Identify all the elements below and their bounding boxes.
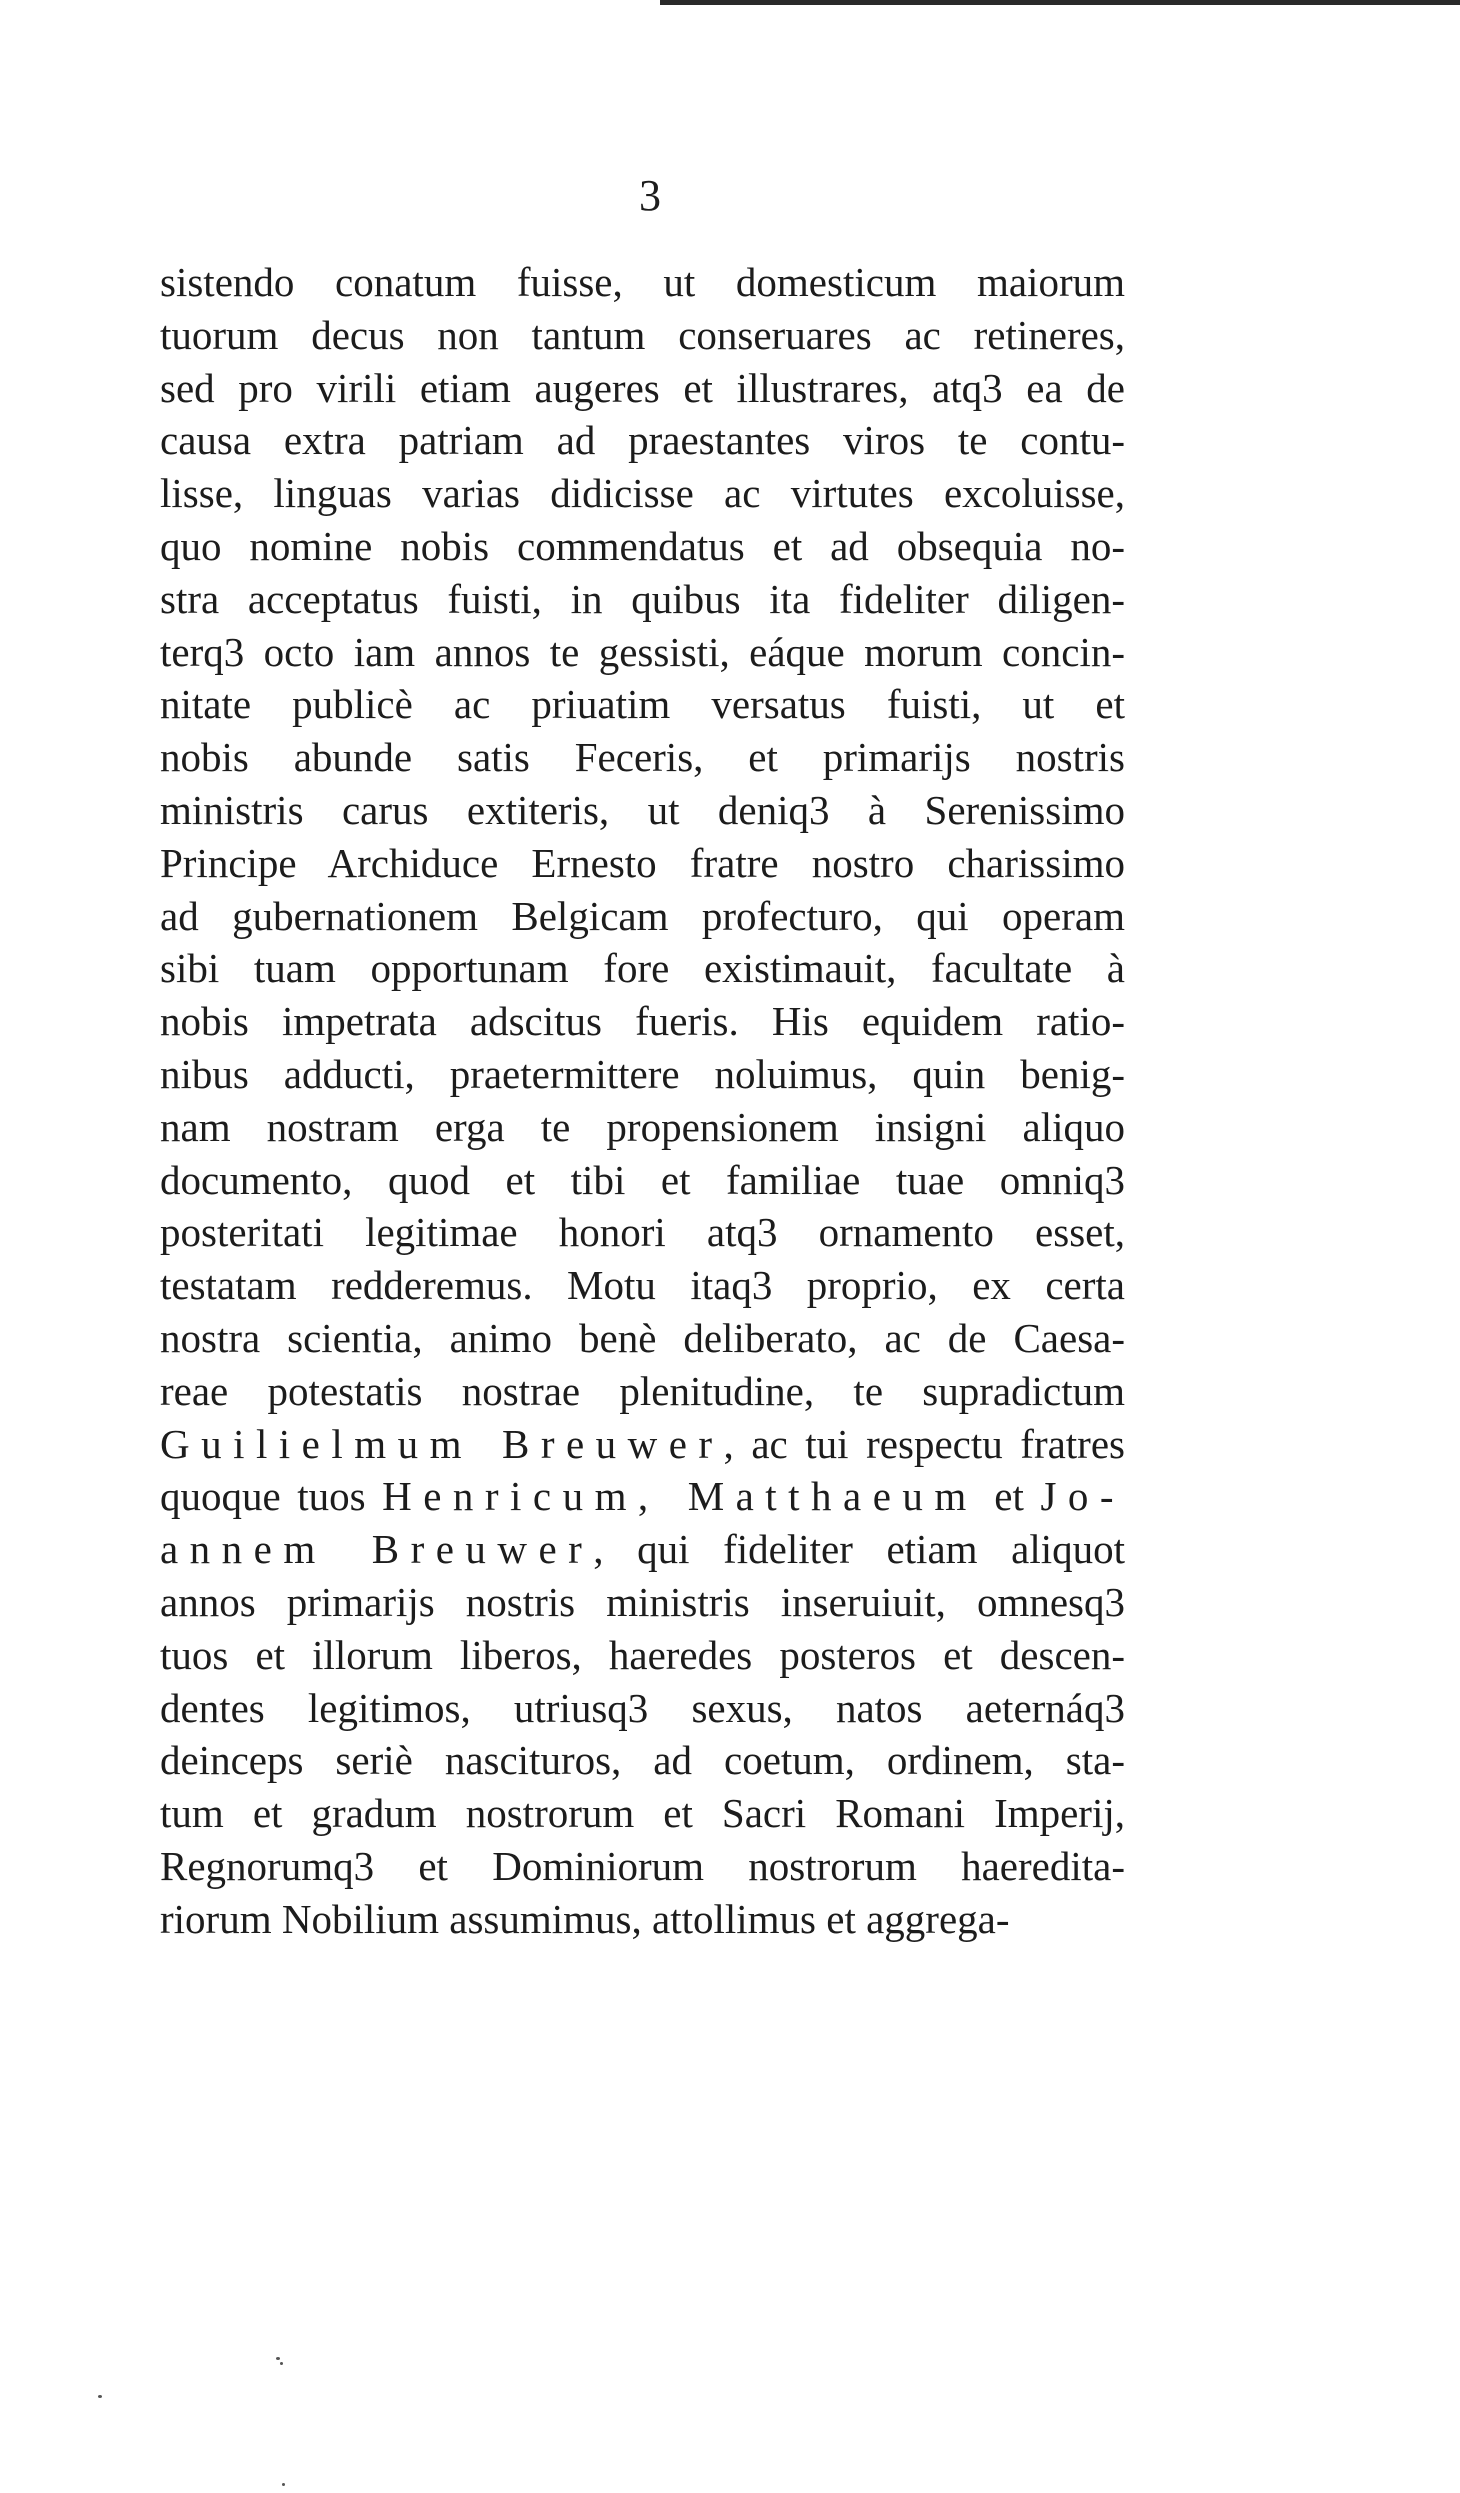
text-line <box>160 890 1125 943</box>
text-line <box>160 1840 1125 1893</box>
text-line <box>160 678 1125 731</box>
text-line <box>160 1259 1125 1312</box>
text-segment: , qui fideliter etiam aliquot <box>593 1526 1125 1573</box>
text-segment: Principe Archiduce Ernesto fratre nostro charissimo <box>160 839 1125 886</box>
text-line <box>160 784 1125 837</box>
text-line <box>160 1418 1125 1471</box>
text-segment: riorum Nobilium assumimus, attollimus et aggrega- <box>160 1895 1010 1942</box>
text-line <box>160 362 1125 415</box>
text-segment: nam nostram erga te propensionem insigni aliquo <box>160 1103 1125 1150</box>
spaced-name: Guilielmum Breuwer <box>160 1420 724 1467</box>
text-segment: reae potestatis nostrae plenitudine, te supradictum <box>160 1367 1125 1414</box>
text-line <box>160 626 1125 679</box>
text-line <box>160 573 1125 626</box>
scan-speck <box>276 2357 280 2360</box>
text-segment: sibi tuam opportunam fore existimauit, facultate à <box>160 945 1125 992</box>
page-number: 3 <box>639 171 661 220</box>
text-segment: et <box>977 1473 1041 1520</box>
text-segment: deinceps seriè nascituros, ad coetum, ordinem, sta- <box>160 1737 1125 1784</box>
text-segment: lisse, linguas varias didicisse ac virtutes excoluisse, <box>160 470 1125 517</box>
text-line <box>160 1101 1125 1154</box>
text-segment: ad gubernationem Belgicam profecturo, qui operam <box>160 892 1125 939</box>
text-line <box>160 520 1125 573</box>
text-segment: ministris carus extiteris, ut deniq3 à Serenissimo <box>160 786 1125 833</box>
text-line <box>160 256 1125 309</box>
text-segment: nibus adducti, praetermittere noluimus, quin benig- <box>160 1050 1125 1097</box>
text-segment: quo nomine nobis commendatus et ad obsequia no- <box>160 522 1125 569</box>
spaced-name: Henricum, Matthaeum <box>382 1473 978 1520</box>
text-line <box>160 1893 1125 1946</box>
text-segment: testatam redderemus. Motu itaq3 proprio, ex certa <box>160 1262 1125 1309</box>
text-segment: stra acceptatus fuisti, in quibus ita fideliter diligen- <box>160 575 1125 622</box>
scan-speck <box>280 2362 283 2365</box>
text-segment: sistendo conatum fuisse, ut domesticum maiorum <box>160 259 1125 305</box>
scan-speck <box>282 2483 285 2486</box>
spaced-name: annem Breuwer <box>160 1526 594 1573</box>
text-segment: dentes legitimos, utriusq3 sexus, natos aeternáq3 <box>160 1684 1125 1731</box>
text-line <box>160 1048 1125 1101</box>
top-edge-rule <box>660 0 1460 5</box>
text-segment: causa extra patriam ad praestantes viros te contu- <box>160 417 1125 464</box>
text-segment: nostra scientia, animo benè deliberato, ac de Caesa- <box>160 1314 1125 1361</box>
text-line <box>160 467 1125 520</box>
text-segment: quoque tuos <box>160 1473 383 1520</box>
text-segment: nitate publicè ac priuatim versatus fuisti, ut et <box>160 681 1125 728</box>
text-segment: posteritati legitimae honori atq3 ornamento esset, <box>160 1209 1125 1256</box>
text-line <box>160 414 1125 467</box>
text-segment: sed pro virili etiam augeres et illustrares, atq3 ea de <box>160 364 1125 411</box>
text-segment: nobis impetrata adscitus fueris. His equidem ratio- <box>160 998 1125 1045</box>
body-text <box>160 256 1125 1946</box>
text-line <box>160 1523 1125 1576</box>
text-segment: tuorum decus non tantum conseruares ac retineres, <box>160 311 1125 358</box>
spaced-name: Jo- <box>1040 1473 1125 1520</box>
text-line <box>160 1470 1125 1523</box>
text-line <box>160 837 1125 890</box>
text-line <box>160 1787 1125 1840</box>
text-line <box>160 1682 1125 1735</box>
text-line <box>160 1154 1125 1207</box>
text-line <box>160 1206 1125 1259</box>
text-line <box>160 731 1125 784</box>
text-line <box>160 1734 1125 1787</box>
text-segment: tum et gradum nostrorum et Sacri Romani Imperij, <box>160 1790 1125 1837</box>
text-segment: Regnorumq3 et Dominiorum nostrorum haeredita- <box>160 1842 1125 1889</box>
text-segment: nobis abunde satis Feceris, et primarijs nostris <box>160 734 1125 781</box>
text-line <box>160 995 1125 1048</box>
text-line <box>160 1312 1125 1365</box>
text-line <box>160 1365 1125 1418</box>
text-line <box>160 309 1125 362</box>
text-segment: terq3 octo iam annos te gessisti, eáque morum concin- <box>160 628 1125 675</box>
text-segment: annos primarijs nostris ministris inseruiuit, omnesq3 <box>160 1578 1125 1625</box>
text-segment: , ac tui respectu fratres <box>723 1420 1125 1467</box>
text-line <box>160 1576 1125 1629</box>
text-segment: documento, quod et tibi et familiae tuae omniq3 <box>160 1156 1125 1203</box>
text-segment: tuos et illorum liberos, haeredes posteros et descen- <box>160 1631 1125 1678</box>
scan-speck <box>98 2395 102 2398</box>
text-line <box>160 942 1125 995</box>
text-line <box>160 1629 1125 1682</box>
